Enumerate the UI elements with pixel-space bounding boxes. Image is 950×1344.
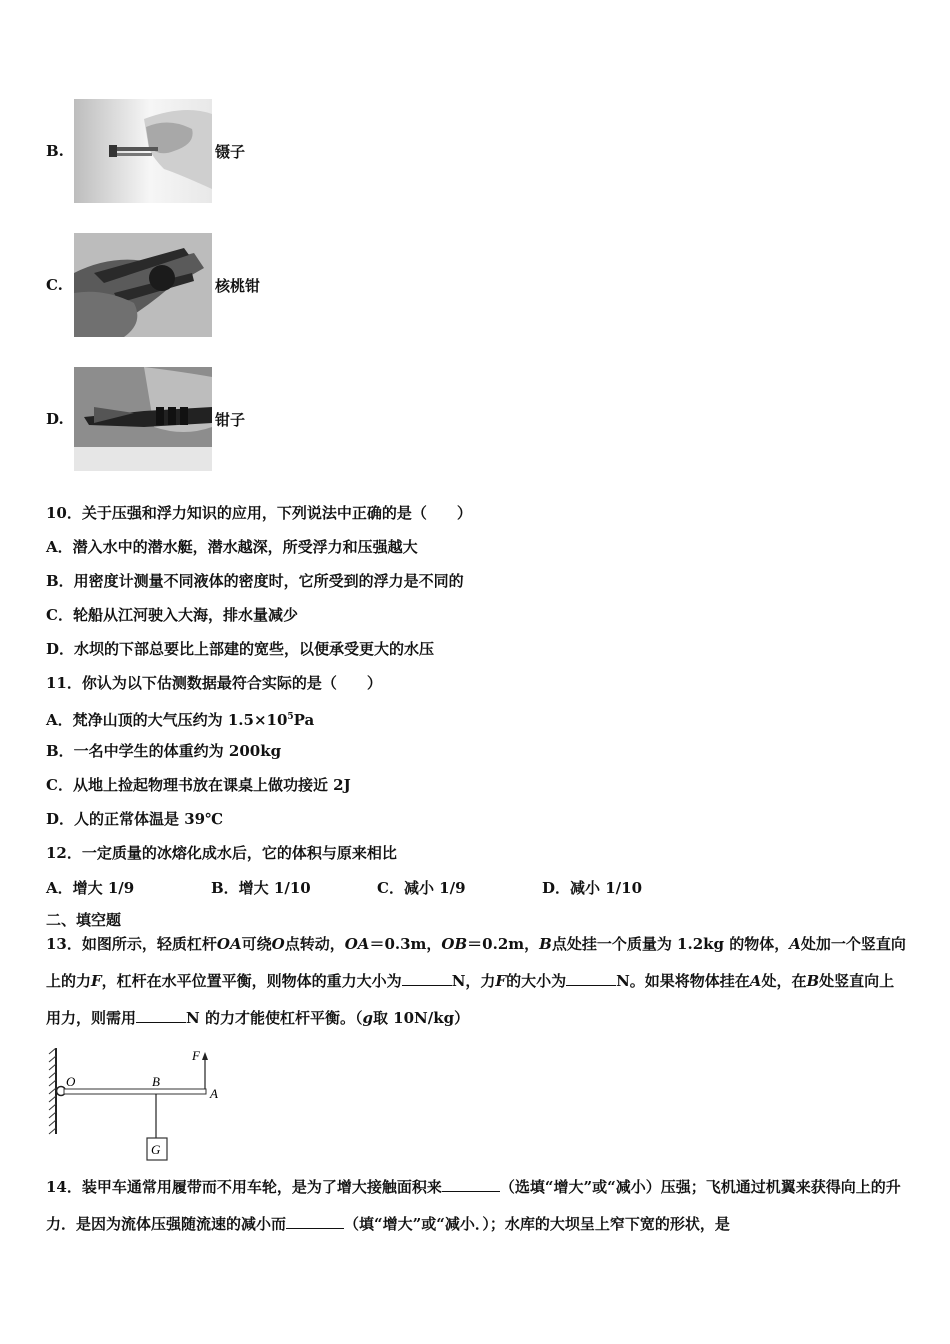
q13-var: A [789, 935, 801, 953]
wall-icon [49, 1048, 56, 1134]
answer-blank-5[interactable] [286, 1214, 344, 1229]
q13-var: OA [216, 935, 242, 953]
answer-blank-3[interactable] [136, 1008, 186, 1023]
q13-var: F [91, 972, 102, 990]
q9-option-d [46, 367, 245, 471]
q11-stem: 11．你认为以下估测数据最符合实际的是（ ） [46, 674, 382, 692]
q12-option-d: D．减小 1/10 [542, 879, 643, 897]
label-a: A [210, 1086, 218, 1101]
q9-option-b [46, 99, 245, 203]
q13-seg: ＝0.3m， [369, 935, 442, 953]
q10-option-c: C．轮船从江河驶入大海，排水量减少 [46, 606, 298, 624]
option-caption: 镊子 [215, 142, 246, 161]
section-heading: 二、填空题 [46, 911, 122, 929]
q13-seg: 取 10N/kg） [372, 1009, 470, 1027]
q13-seg: 点转动， [284, 935, 345, 953]
q11-option-a [46, 707, 314, 730]
label-g: G [151, 1142, 161, 1157]
q11-a-unit: Pa [293, 711, 315, 729]
q13-seg: 点处挂一个质量为 1.2kg 的物体， [551, 935, 790, 953]
q13-seg: N。如果将物体挂在 [616, 972, 750, 990]
q12-option-a: A．增大 1/9 [46, 879, 135, 897]
q13-seg: 可绕 [241, 935, 272, 953]
option-letter: B. [46, 142, 64, 160]
q10-stem: 10．关于压强和浮力知识的应用，下列说法中正确的是（ ） [46, 504, 472, 522]
answer-blank-4[interactable] [442, 1177, 500, 1192]
q12-option-b: B．增大 1/10 [211, 879, 311, 897]
q13-var: F [495, 972, 507, 990]
lever-bar [64, 1089, 206, 1094]
lever-diagram [46, 1048, 226, 1166]
q14-seg: （选填“增大”或“减小）压强；飞机通过机翼来获得向上的升力．是因为流体压强随流速的减小而 [46, 1178, 901, 1233]
q13-var: OB [441, 935, 468, 953]
q13-var: OA [344, 935, 370, 953]
q13-text [46, 926, 906, 1037]
tweezers-photo [74, 99, 212, 203]
q12-stem: 12．一定质量的冰熔化成水后，它的体积与原来相比 [46, 844, 397, 862]
q11-option-c: C．从地上捡起物理书放在课桌上做功接近 2J [46, 776, 351, 794]
q13-seg: 的大小为 [506, 972, 567, 990]
answer-blank-2[interactable] [566, 971, 616, 986]
q14-text [46, 1169, 906, 1243]
option-caption: 钳子 [215, 410, 246, 429]
q13-seg: ，杠杆在水平位置平衡，则物体的重力大小为 [101, 972, 402, 990]
q13-var: B [806, 972, 820, 990]
q12-option-c: C．减小 1/9 [377, 879, 466, 897]
q13-seg: 处竖直向上用力，则需用 [46, 972, 895, 1027]
label-o: O [66, 1074, 76, 1089]
q13-var: O [271, 935, 285, 953]
force-arrowhead-icon [202, 1052, 208, 1060]
q13-var: B [539, 935, 552, 953]
label-b: B [152, 1074, 160, 1089]
q14-seg: （填“增大”或“减小．）；水库的大坝呈上窄下宽的形状，是 [344, 1215, 730, 1233]
q10-option-b: B．用密度计测量不同液体的密度时，它所受到的浮力是不同的 [46, 572, 464, 590]
q13-seg: 处，在 [761, 972, 807, 990]
q11-option-d: D．人的正常体温是 39℃ [46, 810, 224, 828]
q14-seg: 14．装甲车通常用履带而不用车轮，是为了增大接触面积来 [46, 1178, 442, 1196]
pliers-photo [74, 367, 212, 471]
q13-seg: N 的力才能使杠杆平衡。（ [186, 1009, 363, 1027]
q13-seg: ＝0.2m， [467, 935, 540, 953]
q13-seg: N，力 [451, 972, 496, 990]
q13-var: A [749, 972, 762, 990]
nutcracker-photo [74, 233, 212, 337]
answer-blank-1[interactable] [402, 971, 452, 986]
q11-a-text: A．梵净山顶的大气压约为 1.5×10 [46, 711, 288, 729]
q10-option-a: A．潜入水中的潜水艇，潜水越深，所受浮力和压强越大 [46, 538, 418, 556]
q13-seg: 13．如图所示，轻质杠杆 [46, 935, 217, 953]
option-letter: C. [46, 276, 63, 294]
label-f: F [192, 1048, 200, 1063]
option-letter: D. [46, 410, 64, 428]
q11-option-b: B．一名中学生的体重约为 200kg [46, 742, 282, 760]
q10-option-d: D．水坝的下部总要比上部建的宽些，以便承受更大的水压 [46, 640, 435, 658]
q9-option-c [46, 233, 260, 337]
option-caption: 核桃钳 [215, 276, 261, 295]
q11-a-exponent: 5 [287, 712, 294, 722]
q13-seg: 处加一个竖直向上的力 [46, 935, 906, 990]
q13-var: g [362, 1009, 373, 1027]
